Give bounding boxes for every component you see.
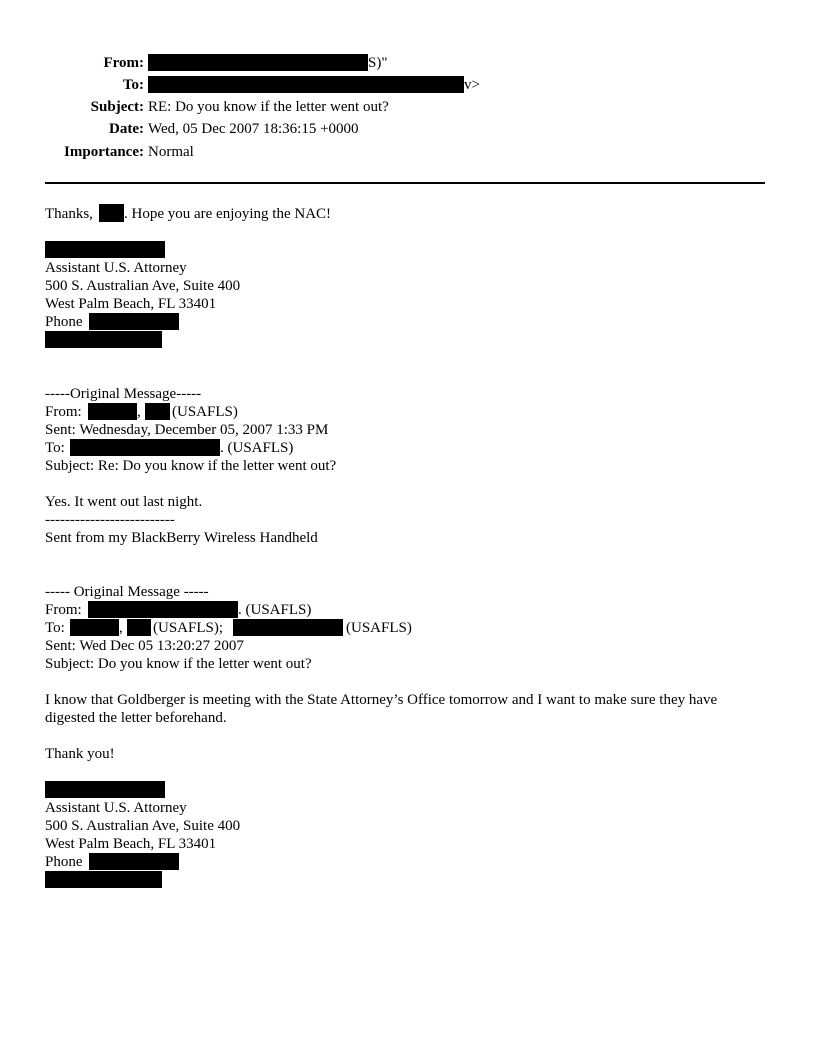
redaction-box <box>45 331 162 348</box>
orig2-thanks: Thank you! <box>45 746 115 762</box>
date-label: Date: <box>109 121 144 137</box>
orig2-message: I know that Goldberger is meeting with the State Attorney’s Office tomorrow and I want to make sure they have digested the letter beforehand. <box>45 692 718 726</box>
orig2-to-org2: (USAFLS) <box>346 620 412 636</box>
signature-phone-label: Phone <box>45 314 83 330</box>
subject-value: RE: Do you know if the letter went out? <box>148 99 389 115</box>
orig1-from-label: From: <box>45 404 82 420</box>
signature-address-line1: 500 S. Australian Ave, Suite 400 <box>45 818 241 834</box>
signature-address-line2: West Palm Beach, FL 33401 <box>45 296 217 312</box>
orig1-footer: Sent from my BlackBerry Wireless Handheld <box>45 530 318 546</box>
redaction-box <box>148 76 464 93</box>
signature-title: Assistant U.S. Attorney <box>45 260 187 276</box>
redaction-box <box>45 781 165 798</box>
orig1-from-comma: , <box>137 404 141 420</box>
orig2-to-label: To: <box>45 620 65 636</box>
importance-value: Normal <box>148 144 194 160</box>
redaction-box <box>45 871 162 888</box>
redaction-box <box>70 439 220 456</box>
date-value: Wed, 05 Dec 2007 18:36:15 +0000 <box>148 121 359 137</box>
original-message-heading: ----- Original Message ----- <box>45 584 209 600</box>
thanks-prefix: Thanks, <box>45 206 93 222</box>
subject-label: Subject: <box>90 99 144 115</box>
orig1-message: Yes. It went out last night. <box>45 494 203 510</box>
redaction-box <box>233 619 343 636</box>
signature-address-line2: West Palm Beach, FL 33401 <box>45 836 217 852</box>
importance-label: Importance: <box>64 144 144 160</box>
orig2-to-comma: , <box>119 620 123 636</box>
orig2-sent: Sent: Wed Dec 05 13:20:27 2007 <box>45 638 244 654</box>
original-message-heading: -----Original Message----- <box>45 386 202 402</box>
orig1-from-org: (USAFLS) <box>172 404 238 420</box>
redaction-box <box>148 54 368 71</box>
orig2-from-label: From: <box>45 602 82 618</box>
signature-address-line1: 500 S. Australian Ave, Suite 400 <box>45 278 241 294</box>
orig2-from-org: . (USAFLS) <box>238 602 312 618</box>
redaction-box <box>89 313 179 330</box>
orig2-subject: Subject: Do you know if the letter went out? <box>45 656 312 672</box>
thanks-suffix: . Hope you are enjoying the NAC! <box>124 206 332 222</box>
redaction-box <box>88 403 137 420</box>
from-label: From: <box>103 55 144 71</box>
signature-title: Assistant U.S. Attorney <box>45 800 187 816</box>
orig2-to-org1: (USAFLS); <box>153 620 224 636</box>
from-value-suffix: S)" <box>368 55 388 71</box>
orig1-subject: Subject: Re: Do you know if the letter went out? <box>45 458 337 474</box>
redaction-box <box>89 853 179 870</box>
orig1-sent: Sent: Wednesday, December 05, 2007 1:33 PM <box>45 422 329 438</box>
redaction-box <box>127 619 151 636</box>
to-label: To: <box>122 77 144 93</box>
header-divider <box>45 182 765 184</box>
to-value-suffix: v> <box>464 77 480 93</box>
redaction-box <box>88 601 238 618</box>
redaction-box <box>145 403 170 420</box>
redaction-box <box>45 241 165 258</box>
redaction-box <box>99 204 124 222</box>
signature-phone-label: Phone <box>45 854 83 870</box>
orig1-divider: -------------------------- <box>45 512 175 528</box>
orig1-to-org: . (USAFLS) <box>220 440 294 456</box>
redaction-box <box>70 619 119 636</box>
orig1-to-label: To: <box>45 440 65 456</box>
